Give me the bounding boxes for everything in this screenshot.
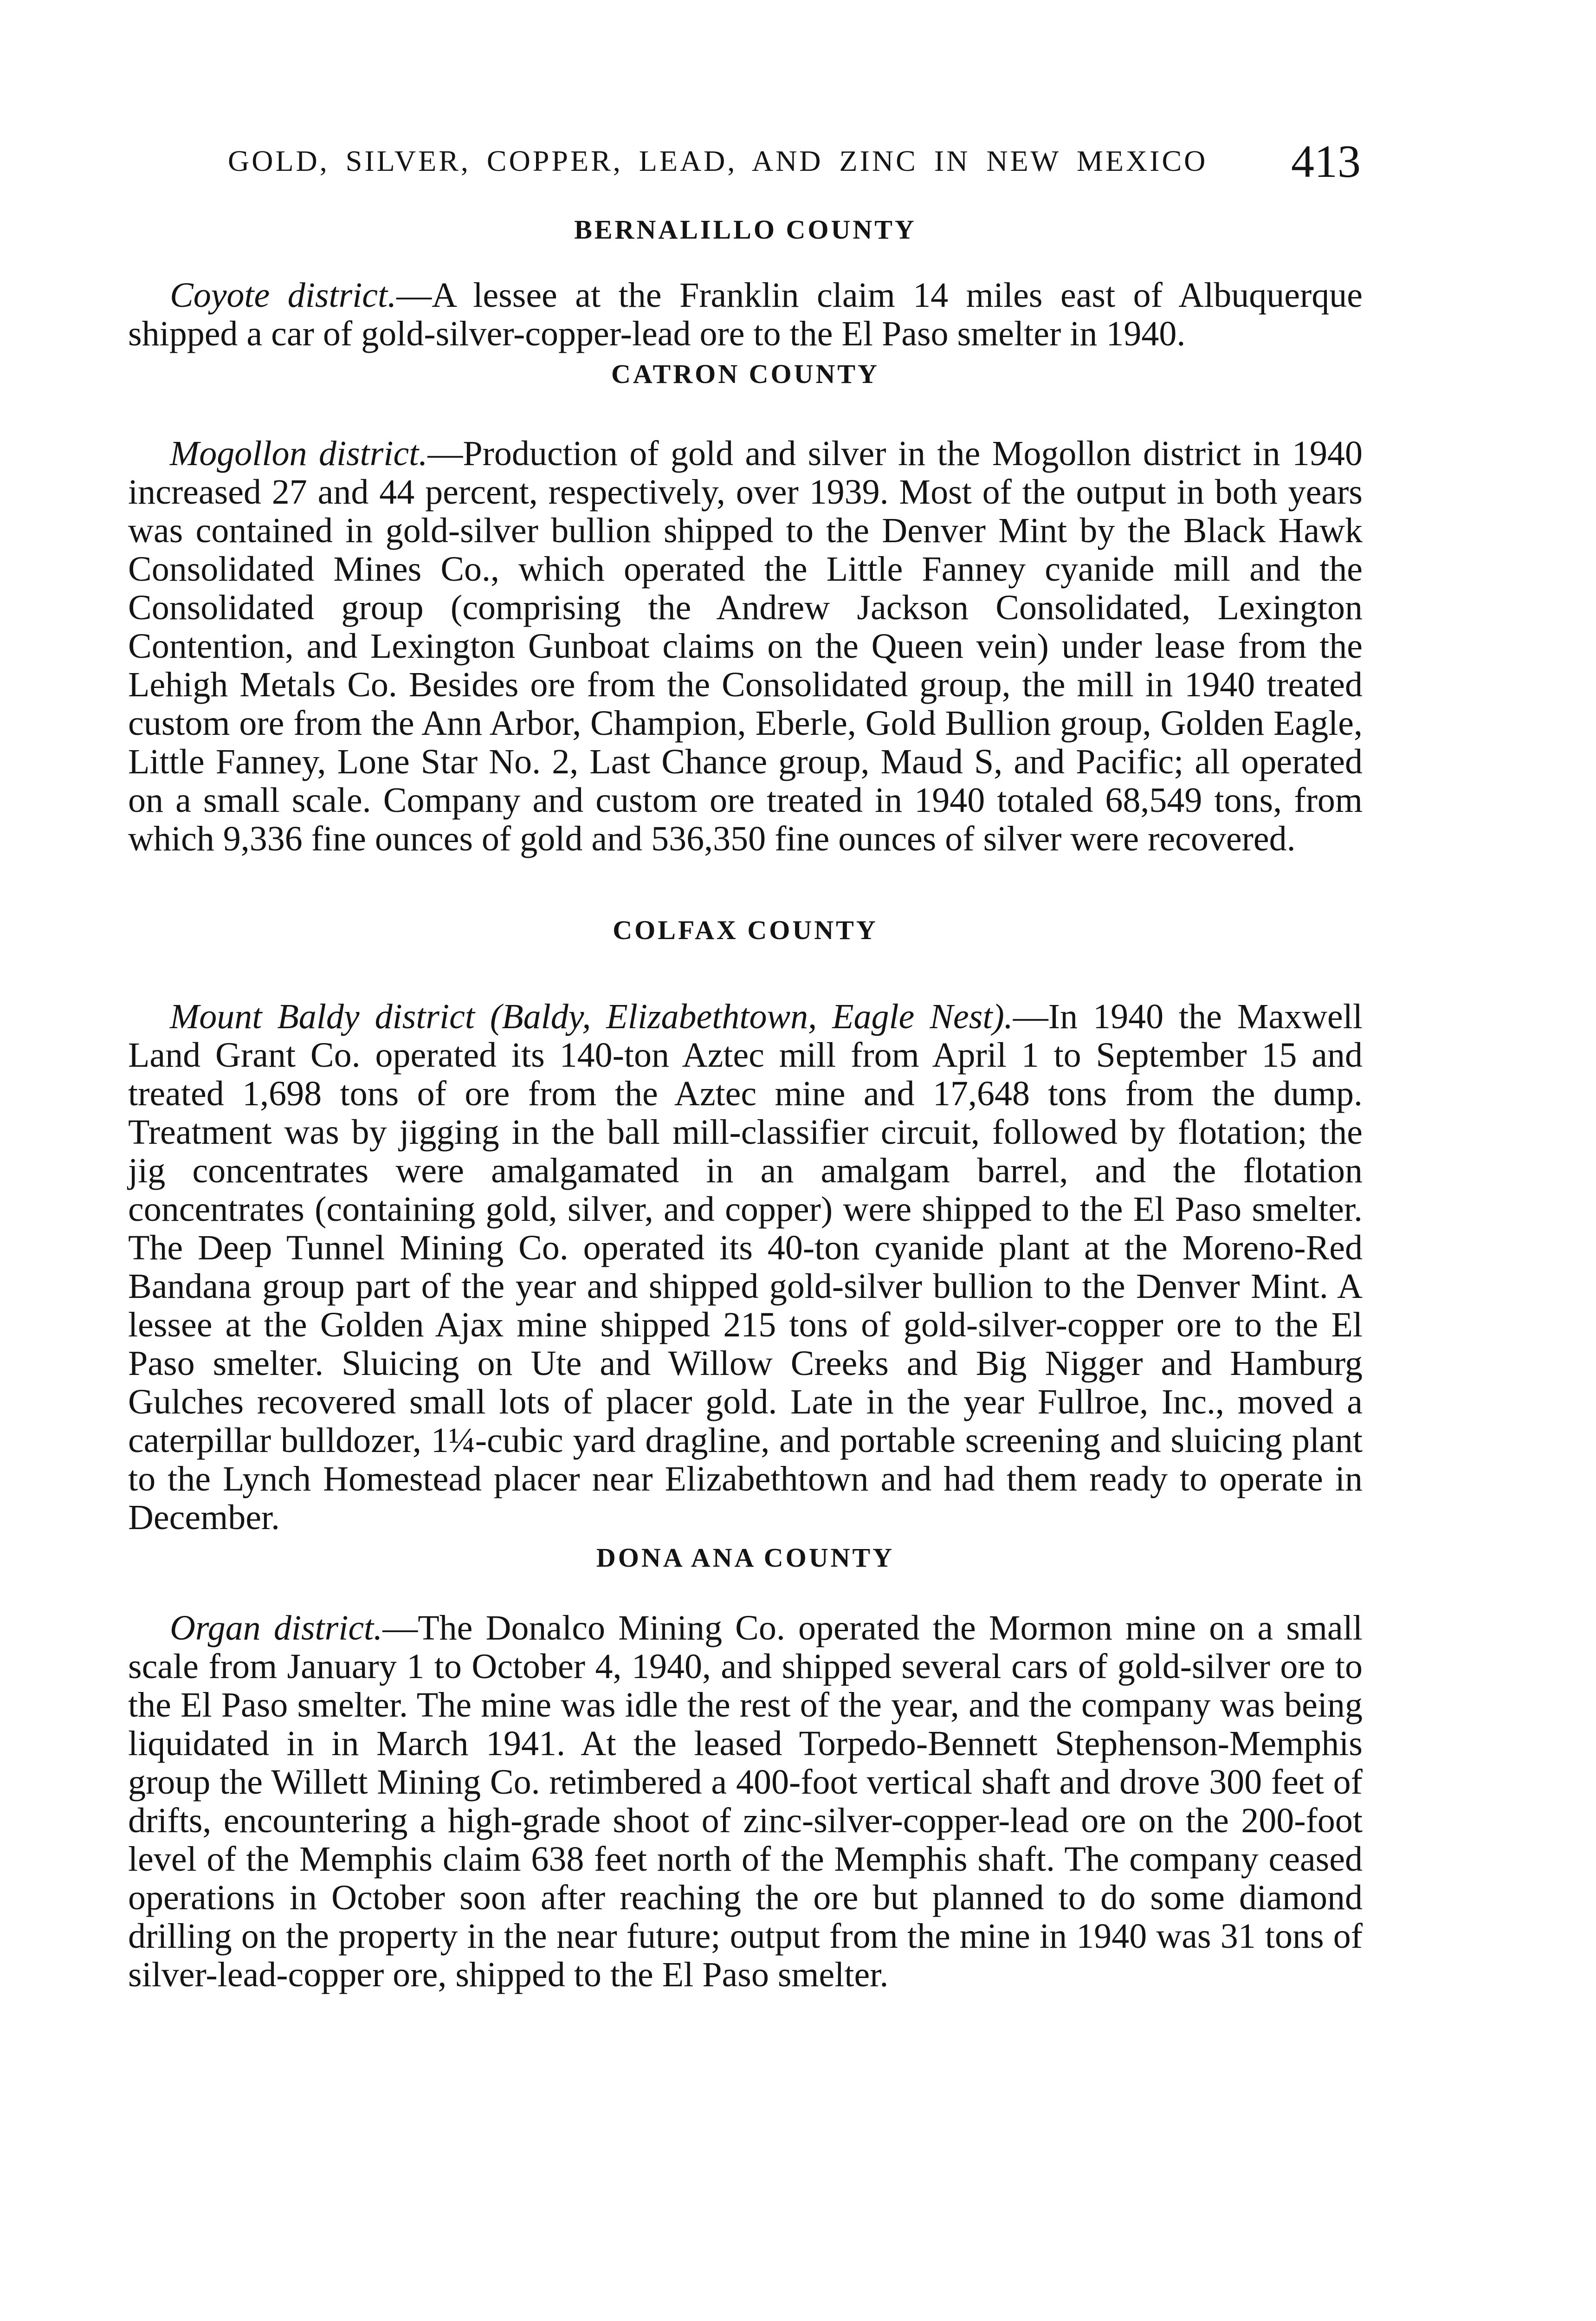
running-head-title: GOLD, SILVER, COPPER, LEAD, AND ZINC IN NEW MEXICO	[228, 144, 1208, 177]
document-page	[128, 135, 1363, 1994]
section-heading-colfax: COLFAX COUNTY	[613, 915, 878, 945]
district-name: Mogollon district.	[170, 434, 428, 473]
district-name: Coyote district.	[170, 276, 397, 315]
paragraph-text: —Production of gold and silver in the Mogollon district in 1940 increased 27 and 44 percent, respectively, over 1939. Most of the output in both years was contained in gold-silver bullion shipped to the Denver Mint by the Black Hawk Consolidated Mines Co., which operated the Little Fanney cyanide mill and the Consolidated group (comprising the Andrew Jackson Consolidated, Lexington Contention, and Lexington Gunboat claims on the Queen vein) under lease from the Lehigh Metals Co. Besides ore from the Consolidated group, the mill in 1940 treated custom ore from the Ann Arbor, Champion, Eberle, Gold Bullion group, Golden Eagle, Little Fanney, Lone Star No. 2, Last Chance group, Maud S, and Pacific; all operated on a small scale. Company and custom ore treated in 1940 totaled 68,549 tons, from which 9,336 fine ounces of gold and 536,350 fine ounces of silver were recovered.	[128, 434, 1363, 858]
section-heading-dona-ana: DONA ANA COUNTY	[596, 1543, 895, 1573]
section-heading-catron: CATRON COUNTY	[611, 359, 879, 389]
paragraph-mogollon-district	[128, 434, 1363, 858]
paragraph-text: —A lessee at the Franklin claim 14 miles east of Albuquerque shipped a car of gold-silver-copper-lead ore to the El Paso smelter in 1940.	[128, 276, 1363, 353]
running-head	[128, 135, 1363, 204]
paragraph-organ-district	[128, 1609, 1363, 1994]
page-number: 413	[1291, 136, 1361, 187]
paragraph-coyote-district	[128, 276, 1363, 353]
paragraph-mount-baldy-district	[128, 998, 1363, 1537]
section-heading-bernalillo: BERNALILLO COUNTY	[574, 214, 917, 245]
district-name: Mount Baldy district (Baldy, Elizabethtown, Eagle Nest).	[170, 997, 1013, 1036]
district-name: Organ district.	[170, 1608, 383, 1647]
paragraph-text: —The Donalco Mining Co. operated the Mormon mine on a small scale from January 1 to October 4, 1940, and shipped several cars of gold-silver ore to the El Paso smelter. The mine was idle the rest of the year, and the company was being liquidated in in March 1941. At the leased Torpedo-Bennett Stephenson-Memphis group the Willett Mining Co. retimbered a 400-foot vertical shaft and drove 300 feet of drifts, encountering a high-grade shoot of zinc-silver-copper-lead ore on the 200-foot level of the Memphis claim 638 feet north of the Memphis shaft. The company ceased operations in October soon after reaching the ore but planned to do some diamond drilling on the property in the near future; output from the mine in 1940 was 31 tons of silver-lead-copper ore, shipped to the El Paso smelter.	[128, 1608, 1363, 1994]
paragraph-text: —In 1940 the Maxwell Land Grant Co. operated its 140-ton Aztec mill from April 1 to September 15 and treated 1,698 tons of ore from the Aztec mine and 17,648 tons from the dump. Treatment was by jigging in the ball mill-classifier circuit, followed by flotation; the jig concentrates were amalgamated in an amalgam barrel, and the flotation concentrates (containing gold, silver, and copper) were shipped to the El Paso smelter. The Deep Tunnel Mining Co. operated its 40-ton cyanide plant at the Moreno-Red Bandana group part of the year and shipped gold-silver bullion to the Denver Mint. A lessee at the Golden Ajax mine shipped 215 tons of gold-silver-copper ore to the El Paso smelter. Sluicing on Ute and Willow Creeks and Big Nigger and Hamburg Gulches recovered small lots of placer gold. Late in the year Fullroe, Inc., moved a caterpillar bulldozer, 1¼-cubic yard dragline, and portable screening and sluicing plant to the Lynch Homestead placer near Elizabethtown and had them ready to operate in December.	[128, 997, 1363, 1537]
